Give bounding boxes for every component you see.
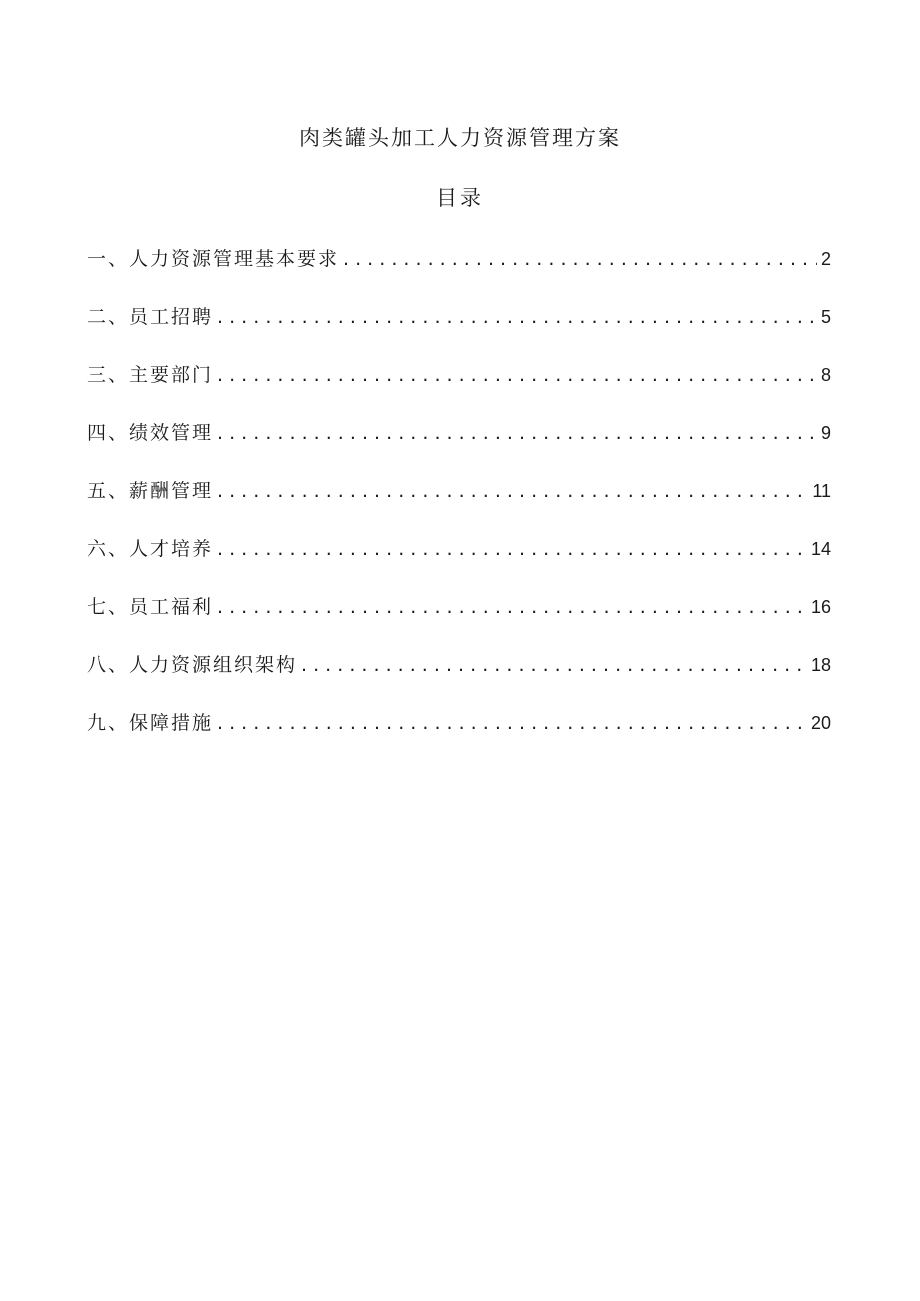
toc-dot-leader bbox=[343, 243, 817, 275]
toc-page-number: 18 bbox=[810, 655, 831, 675]
toc-page-number: 9 bbox=[820, 423, 831, 443]
toc-page-number: 5 bbox=[820, 307, 831, 327]
toc-entry-9[interactable] bbox=[87, 707, 831, 765]
toc-entry-3[interactable] bbox=[87, 359, 831, 417]
toc-heading: 目录 bbox=[436, 186, 484, 210]
toc-entry-6[interactable] bbox=[87, 533, 831, 591]
toc-entry-7[interactable] bbox=[87, 591, 831, 649]
toc-page-number: 16 bbox=[810, 597, 831, 617]
toc-entry-label: 四、绩效管理 bbox=[87, 422, 214, 444]
toc-dot-leader bbox=[217, 417, 817, 449]
toc-dot-leader bbox=[217, 707, 807, 739]
document-title: 肉类罐头加工人力资源管理方案 bbox=[299, 126, 621, 150]
toc-entry-label: 二、员工招聘 bbox=[87, 306, 214, 328]
toc-dot-leader bbox=[217, 359, 817, 391]
table-of-contents bbox=[87, 243, 831, 765]
toc-dot-leader bbox=[301, 649, 807, 681]
toc-entry-2[interactable] bbox=[87, 301, 831, 359]
toc-page-number: 20 bbox=[810, 713, 831, 733]
toc-page-number: 2 bbox=[820, 249, 831, 269]
toc-entry-label: 九、保障措施 bbox=[87, 712, 214, 734]
toc-dot-leader bbox=[217, 533, 807, 565]
toc-entry-label: 六、人才培养 bbox=[87, 538, 214, 560]
toc-entry-label: 七、员工福利 bbox=[87, 596, 214, 618]
toc-dot-leader bbox=[217, 591, 807, 623]
toc-dot-leader bbox=[217, 475, 808, 507]
toc-page-number: 14 bbox=[810, 539, 831, 559]
toc-entry-label: 五、薪酬管理 bbox=[87, 480, 214, 502]
toc-page-number: 11 bbox=[812, 481, 831, 501]
toc-dot-leader bbox=[217, 301, 817, 333]
toc-entry-label: 八、人力资源组织架构 bbox=[87, 654, 298, 676]
toc-entry-label: 一、人力资源管理基本要求 bbox=[87, 248, 340, 270]
toc-page-number: 8 bbox=[820, 365, 831, 385]
toc-entry-1[interactable] bbox=[87, 243, 831, 301]
toc-entry-8[interactable] bbox=[87, 649, 831, 707]
toc-entry-5[interactable] bbox=[87, 475, 831, 533]
toc-entry-4[interactable] bbox=[87, 417, 831, 475]
toc-entry-label: 三、主要部门 bbox=[87, 364, 214, 386]
